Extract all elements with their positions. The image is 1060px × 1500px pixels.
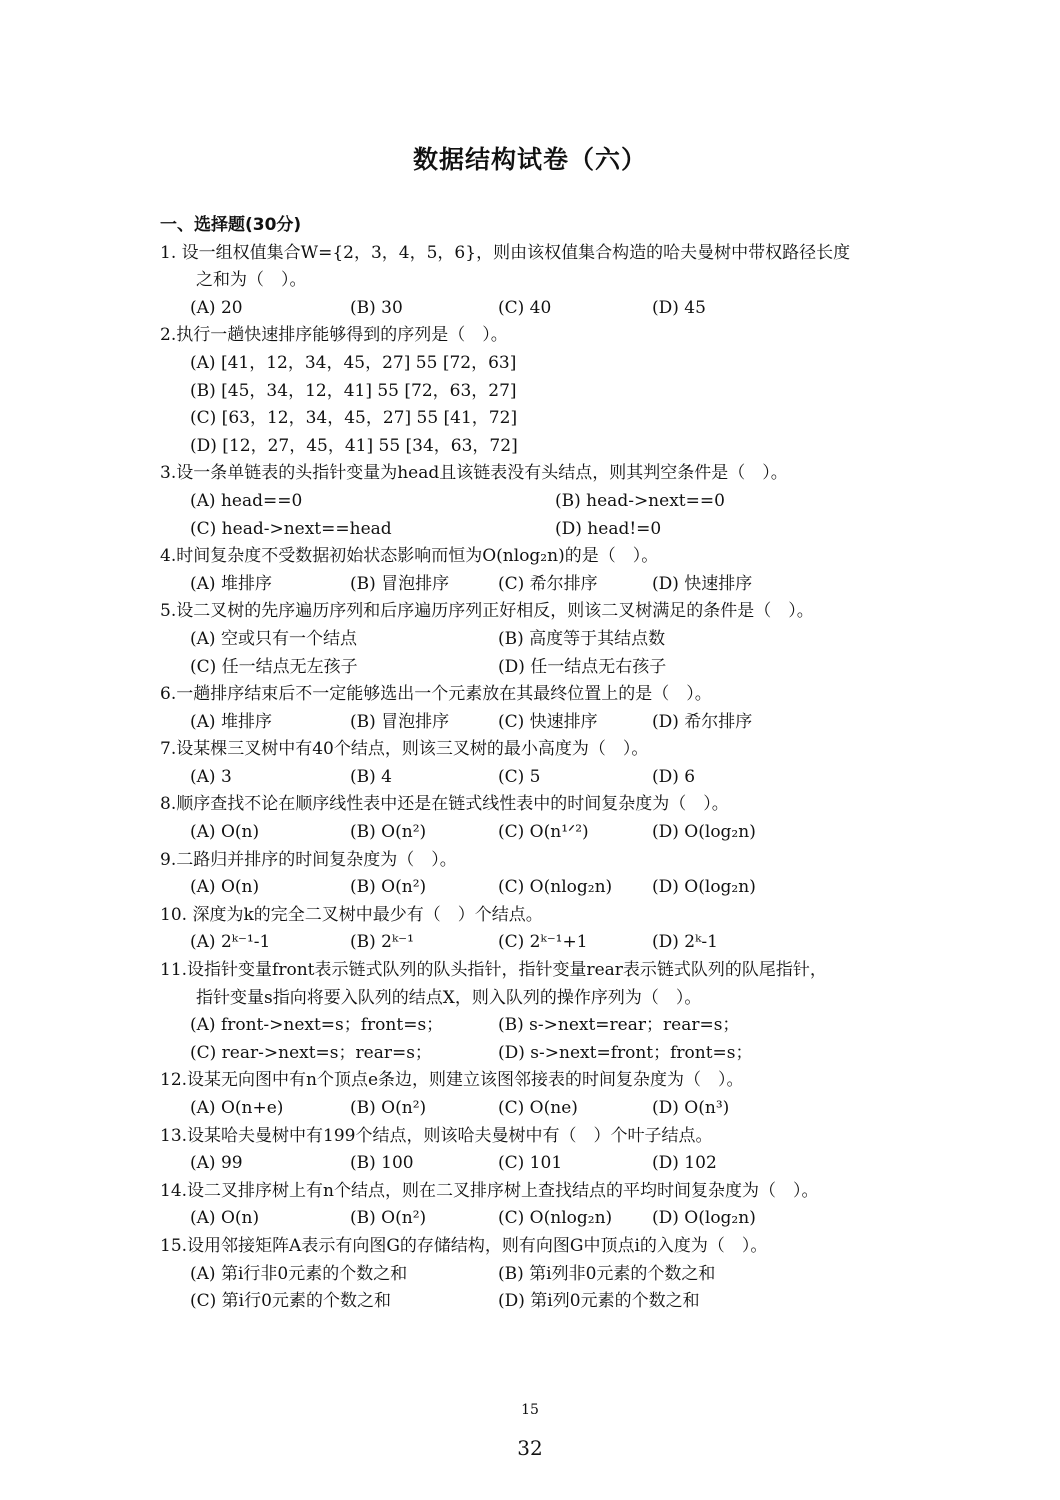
question-item [160, 322, 920, 460]
options-row [160, 709, 920, 737]
option-label: (B) [498, 628, 524, 649]
question-line [160, 1233, 920, 1261]
answer-option [652, 764, 806, 792]
answer-option [350, 819, 498, 847]
option-text: 40 [524, 297, 552, 318]
answer-option [190, 874, 350, 902]
answer-option [190, 571, 350, 599]
answer-option [190, 405, 890, 433]
answer-option [498, 571, 652, 599]
answer-option [652, 819, 806, 847]
option-label: (B) [350, 1208, 376, 1229]
question-text: 执行一趟快速排序能够得到的序列是（ ）。 [176, 325, 508, 346]
question-line [160, 681, 920, 709]
answer-option [498, 819, 652, 847]
answer-option [350, 929, 498, 957]
option-label: (B) [350, 573, 376, 594]
option-text: 快速排序 [678, 573, 753, 594]
question-number: 2. [160, 325, 177, 346]
option-text: s->next=rear；rear=s； [523, 1015, 740, 1036]
option-text: O(n) [215, 1208, 260, 1229]
option-text: 冒泡排序 [375, 711, 450, 732]
options-row [160, 1261, 920, 1289]
options-row [160, 1095, 920, 1123]
option-text: 101 [524, 1153, 563, 1174]
answer-option [350, 764, 498, 792]
question-item [160, 1233, 920, 1316]
options-row [160, 654, 920, 682]
option-text: O(log₂n) [678, 877, 756, 898]
option-text: 4 [375, 766, 392, 787]
question-number: 5. [160, 601, 177, 622]
question-item [160, 1178, 920, 1233]
page-number-small: 15 [521, 1402, 539, 1418]
answer-option [190, 1095, 350, 1123]
question-line [160, 957, 920, 985]
option-text: O(n²) [375, 1098, 427, 1118]
question-text: 二路归并排序的时间复杂度为（ ）。 [176, 849, 457, 870]
answer-option [498, 626, 806, 654]
question-text: 设指针变量front表示链式队列的队头指针，指针变量rear表示链式队列的队尾指针， [187, 960, 827, 981]
option-text: O(n³) [678, 1098, 730, 1118]
question-text: 顺序查找不论在顺序线性表中还是在链式线性表中的时间复杂度为（ ）。 [176, 794, 729, 815]
answer-option [652, 874, 806, 902]
options-row [160, 405, 920, 433]
answer-option [190, 1205, 350, 1233]
option-label: (C) [498, 1208, 525, 1229]
page-number-large: 32 [517, 1436, 543, 1460]
answer-option [652, 1095, 806, 1123]
answer-option [190, 764, 350, 792]
answer-option [190, 654, 498, 682]
question-line [160, 598, 920, 626]
option-label: (C) [498, 877, 525, 898]
option-text: 2ᵏ-1 [678, 932, 718, 953]
question-item [160, 902, 920, 957]
option-label: (C) [498, 766, 525, 787]
option-label: (C) [498, 1098, 525, 1118]
option-text: rear->next=s；rear=s； [216, 1042, 432, 1063]
option-label: (A) [190, 297, 216, 318]
question-text: 深度为k的完全二叉树中最少有（ ）个结点。 [187, 904, 543, 925]
question-line [160, 1067, 920, 1095]
question-text-continued: 之和为（ ）。 [196, 270, 307, 291]
question-number: 12. [160, 1070, 188, 1091]
option-text: O(nlog₂n) [524, 1208, 613, 1229]
option-label: (C) [498, 573, 525, 594]
option-text: 高度等于其结点数 [523, 628, 666, 649]
answer-option [498, 1150, 652, 1178]
question-number: 1. [160, 242, 177, 263]
option-label: (B) [350, 877, 376, 898]
option-label: (D) [498, 656, 525, 677]
option-text: 堆排序 [215, 711, 272, 732]
answer-option [190, 709, 350, 737]
question-item [160, 543, 920, 598]
question-text: 设用邻接矩阵A表示有向图G的存储结构，则有向图G中顶点i的入度为（ ）。 [187, 1235, 768, 1256]
options-row [160, 295, 920, 323]
option-label: (D) [555, 518, 582, 539]
answer-option [498, 709, 652, 737]
answer-option [190, 929, 350, 957]
question-text: 时间复杂度不受数据初始状态影响而恒为O(nlog₂n)的是（ ）。 [176, 546, 659, 567]
option-label: (B) [498, 1015, 524, 1036]
question-section [160, 212, 920, 1316]
question-text: 设二叉排序树上有n个结点，则在二叉排序树上查找结点的平均时间复杂度为（ ）。 [187, 1180, 819, 1201]
option-text: O(n+e) [215, 1098, 284, 1118]
option-label: (D) [652, 573, 679, 594]
answer-option [498, 1095, 652, 1123]
question-item [160, 598, 920, 681]
option-text: [41，12，34，45，27] 55 [72，63] [215, 352, 517, 373]
options-row [160, 819, 920, 847]
answer-option [190, 295, 350, 323]
option-text: 2ᵏ⁻¹+1 [524, 932, 588, 953]
options-row [160, 764, 920, 792]
page-title: 数据结构试卷（六） [412, 145, 647, 174]
question-line [160, 322, 920, 350]
answer-option [555, 488, 920, 516]
question-line [160, 902, 920, 930]
answer-option [350, 1095, 498, 1123]
option-text: O(n²) [375, 822, 427, 843]
question-number: 7. [160, 739, 177, 760]
option-text: s->next=front；front=s； [524, 1042, 753, 1063]
option-text: front->next=s；front=s； [215, 1015, 444, 1036]
answer-option [652, 571, 806, 599]
question-number: 14. [160, 1180, 188, 1201]
answer-option [190, 819, 350, 847]
option-text: O(log₂n) [678, 822, 756, 843]
option-label: (A) [190, 932, 216, 953]
answer-option [350, 295, 498, 323]
question-number: 9. [160, 849, 177, 870]
question-text: 设一组权值集合W={2，3，4，5，6}，则由该权值集合构造的哈夫曼树中带权路径长度 [176, 242, 851, 263]
options-row [160, 929, 920, 957]
option-label: (B) [350, 1153, 376, 1174]
option-label: (A) [190, 1208, 216, 1229]
answer-option [652, 709, 806, 737]
question-line [160, 1123, 920, 1151]
option-text: 20 [215, 297, 243, 318]
option-label: (C) [498, 822, 525, 843]
option-text: O(n²) [375, 877, 427, 898]
option-label: (B) [498, 1263, 524, 1284]
question-item [160, 957, 920, 1067]
question-number: 15. [160, 1235, 188, 1256]
option-label: (D) [652, 932, 679, 953]
options-row [160, 874, 920, 902]
answer-option [190, 433, 890, 461]
option-label: (D) [498, 1291, 525, 1312]
option-label: (D) [652, 1153, 679, 1174]
options-row [160, 488, 920, 516]
option-text: 3 [215, 766, 232, 787]
option-text: 第i行0元素的个数之和 [216, 1291, 391, 1312]
option-label: (A) [190, 1263, 216, 1284]
answer-option [190, 1261, 498, 1289]
answer-option [498, 1012, 806, 1040]
answer-option [190, 378, 890, 406]
answer-option [190, 488, 555, 516]
option-label: (D) [652, 877, 679, 898]
option-label: (B) [190, 380, 216, 401]
option-text: 30 [375, 297, 403, 318]
option-label: (D) [190, 435, 217, 456]
question-number: 10. [160, 904, 188, 925]
option-label: (C) [190, 408, 217, 429]
options-row [160, 378, 920, 406]
option-text: 99 [215, 1153, 243, 1174]
options-row [160, 1150, 920, 1178]
option-text: head==0 [215, 490, 303, 511]
option-text: 任一结点无右孩子 [524, 656, 667, 677]
options-row [160, 571, 920, 599]
option-text: O(n) [215, 822, 260, 843]
option-label: (A) [190, 1015, 216, 1036]
question-line [160, 791, 920, 819]
answer-option [498, 295, 652, 323]
answer-option [498, 874, 652, 902]
option-label: (D) [652, 766, 679, 787]
option-text: 快速排序 [524, 711, 598, 732]
question-text: 一趟排序结束后不一定能够选出一个元素放在其最终位置上的是（ ）。 [176, 684, 712, 705]
option-label: (A) [190, 711, 216, 732]
answer-option [498, 654, 806, 682]
option-label: (A) [190, 352, 216, 373]
option-text: [45，34，12，41] 55 [72，63，27] [215, 380, 517, 401]
answer-option [190, 1012, 498, 1040]
option-label: (A) [190, 628, 216, 649]
question-text: 设一条单链表的头指针变量为head且该链表没有头结点，则其判空条件是（ ）。 [176, 463, 788, 484]
question-text: 设二叉树的先序遍历序列和后序遍历序列正好相反，则该二叉树满足的条件是（ ）。 [176, 601, 814, 622]
answer-option [498, 1205, 652, 1233]
option-text: 45 [678, 297, 706, 318]
question-line [160, 736, 920, 764]
option-label: (C) [190, 656, 217, 677]
option-text: 2ᵏ⁻¹ [375, 932, 414, 953]
answer-option [498, 1261, 806, 1289]
question-item [160, 791, 920, 846]
answer-option [190, 1150, 350, 1178]
answer-option [190, 1288, 498, 1316]
answer-option [350, 1150, 498, 1178]
question-item [160, 460, 920, 543]
option-label: (A) [190, 1098, 216, 1118]
option-text: 堆排序 [215, 573, 272, 594]
option-text: 100 [375, 1153, 414, 1174]
question-line [160, 240, 920, 268]
options-row [160, 350, 920, 378]
answer-option [350, 874, 498, 902]
answer-option [498, 1040, 806, 1068]
answer-option [652, 1205, 806, 1233]
option-label: (D) [652, 1098, 679, 1118]
question-number: 13. [160, 1125, 188, 1146]
answer-option [190, 626, 498, 654]
option-label: (A) [190, 490, 216, 511]
option-text: O(n¹ᐟ²) [524, 822, 589, 843]
option-text: 空或只有一个结点 [215, 628, 357, 649]
option-label: (A) [190, 822, 216, 843]
question-item [160, 681, 920, 736]
option-text: 5 [524, 766, 541, 787]
question-item [160, 1067, 920, 1122]
question-item [160, 240, 920, 323]
question-number: 11. [160, 960, 188, 981]
option-text: O(ne) [524, 1098, 578, 1118]
option-text: 希尔排序 [524, 573, 598, 594]
option-label: (B) [350, 932, 376, 953]
option-text: 任一结点无左孩子 [216, 656, 358, 677]
option-label: (D) [498, 1042, 525, 1063]
question-line [160, 847, 920, 875]
answer-option [350, 709, 498, 737]
question-line [160, 1178, 920, 1206]
answer-option [555, 516, 920, 544]
option-label: (C) [498, 711, 525, 732]
question-text: 设某哈夫曼树中有199个结点，则该哈夫曼树中有（ ）个叶子结点。 [187, 1125, 713, 1146]
option-label: (C) [498, 297, 525, 318]
question-item [160, 736, 920, 791]
answer-option [350, 571, 498, 599]
option-text: 6 [678, 766, 696, 787]
option-text: [63，12，34，45，27] 55 [41，72] [216, 408, 518, 429]
option-label: (B) [350, 822, 376, 843]
option-text: 2ᵏ⁻¹-1 [215, 932, 271, 953]
options-row [160, 516, 920, 544]
question-number: 6. [160, 684, 177, 705]
option-label: (B) [350, 1098, 376, 1118]
option-label: (D) [652, 297, 679, 318]
option-label: (C) [190, 518, 217, 539]
option-label: (C) [498, 932, 525, 953]
option-label: (B) [350, 766, 376, 787]
section-heading: 一、选择题(30分) [160, 215, 302, 235]
answer-option [498, 1288, 806, 1316]
option-label: (D) [652, 711, 679, 732]
option-text: 第i列0元素的个数之和 [524, 1291, 700, 1312]
option-text: 第i行非0元素的个数之和 [215, 1263, 408, 1284]
question-text-continued: 指针变量s指向将要入队列的结点X，则入队列的操作序列为（ ）。 [196, 987, 702, 1008]
options-row [160, 1012, 920, 1040]
answer-option [350, 1205, 498, 1233]
option-text: O(log₂n) [678, 1208, 756, 1229]
question-number: 3. [160, 463, 177, 484]
answer-option [652, 929, 806, 957]
answer-option [190, 516, 555, 544]
answer-option [498, 764, 652, 792]
question-text: 设某无向图中有n个顶点e条边，则建立该图邻接表的时间复杂度为（ ）。 [187, 1070, 744, 1091]
option-text: O(n²) [375, 1208, 427, 1229]
option-label: (A) [190, 573, 216, 594]
option-label: (D) [652, 822, 679, 843]
option-label: (C) [498, 1153, 525, 1174]
option-text: 102 [678, 1153, 717, 1174]
option-text: 第i列非0元素的个数之和 [523, 1263, 716, 1284]
option-label: (A) [190, 1153, 216, 1174]
answer-option [190, 1040, 498, 1068]
options-row [160, 1205, 920, 1233]
option-label: (A) [190, 766, 216, 787]
question-number: 4. [160, 546, 177, 567]
option-text: 冒泡排序 [375, 573, 450, 594]
option-label: (B) [555, 490, 581, 511]
question-list [160, 240, 920, 1316]
question-line [160, 543, 920, 571]
options-row [160, 1288, 920, 1316]
question-item [160, 1123, 920, 1178]
answer-option [652, 295, 806, 323]
option-text: O(nlog₂n) [524, 877, 613, 898]
question-text: 设某棵三叉树中有40个结点，则该三叉树的最小高度为（ ）。 [176, 739, 649, 760]
option-label: (B) [350, 711, 376, 732]
answer-option [190, 350, 890, 378]
option-label: (A) [190, 877, 216, 898]
option-text: head->next==head [216, 518, 392, 539]
answer-option [498, 929, 652, 957]
answer-option [652, 1150, 806, 1178]
option-text: [12，27，45，41] 55 [34，63，72] [216, 435, 518, 456]
option-label: (C) [190, 1291, 217, 1312]
options-row [160, 626, 920, 654]
option-text: 希尔排序 [678, 711, 753, 732]
options-row [160, 433, 920, 461]
question-item [160, 847, 920, 902]
option-label: (C) [190, 1042, 217, 1063]
option-text: head->next==0 [580, 490, 725, 511]
option-label: (B) [350, 297, 376, 318]
option-text: O(n) [215, 877, 260, 898]
option-text: head!=0 [581, 518, 662, 539]
question-line [160, 460, 920, 488]
option-label: (D) [652, 1208, 679, 1229]
question-number: 8. [160, 794, 177, 815]
options-row [160, 1040, 920, 1068]
